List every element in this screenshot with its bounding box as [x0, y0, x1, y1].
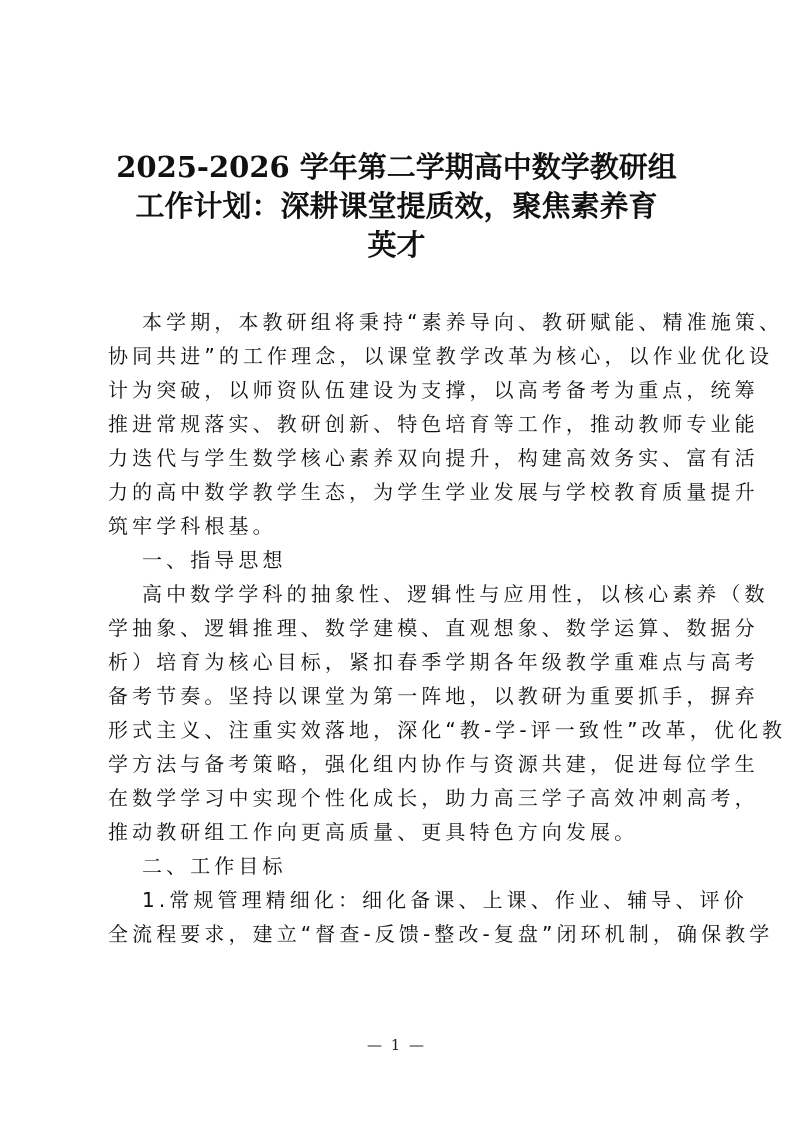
title-line: 2025-2026 学年第二学期高中数学教研组	[116, 150, 677, 184]
document-body	[108, 305, 787, 951]
text-line: 推动教研组工作向更高质量、更具特色方向发展。	[108, 820, 639, 844]
text-line: 力的高中数学教学生态，为学生学业发展与学校教育质量提升	[108, 480, 759, 504]
section-heading-guiding-ideology: 一、指导思想	[142, 548, 287, 572]
text-line: 高中数学学科的抽象性、逻辑性与应用性，以核心素养（数	[142, 582, 769, 606]
text-line: 筑牢学科根基。	[108, 514, 277, 538]
text-line: 全流程要求，建立“督查-反馈-整改-复盘”闭环机制，确保教学	[108, 922, 774, 946]
text-line: 力迭代与学生数学核心素养双向提升，构建高效务实、富有活	[108, 446, 759, 470]
text-line: 学方法与备考策略，强化组内协作与资源共建，促进每位学生	[108, 752, 759, 776]
document-title	[100, 148, 693, 265]
text-line: 备考节奏。坚持以课堂为第一阵地，以教研为重要抓手，摒弃	[108, 684, 759, 708]
page-number: — 1 —	[366, 1036, 427, 1054]
guiding-ideology-paragraph	[108, 577, 787, 849]
text-line: 本学期，本教研组将秉持“素养导向、教研赋能、精准施策、	[142, 310, 784, 334]
text-line: 学抽象、逻辑推理、数学建模、直观想象、数学运算、数据分	[108, 616, 759, 640]
work-goal-item-1	[108, 883, 774, 951]
intro-paragraph	[108, 305, 784, 543]
title-line: 工作计划：深耕课堂提质效，聚焦素养育	[135, 189, 658, 223]
text-line: 推进常规落实、教研创新、特色培育等工作，推动教师专业能	[108, 412, 759, 436]
text-line: 1.常规管理精细化：细化备课、上课、作业、辅导、评价	[142, 888, 748, 912]
section-heading-work-goals: 二、工作目标	[142, 854, 287, 878]
text-line: 形式主义、注重实效落地，深化“教-学-评一致性”改革，优化教	[108, 718, 787, 742]
text-line: 计为突破，以师资队伍建设为支撑，以高考备考为重点，统筹	[108, 378, 759, 402]
text-line: 在数学学习中实现个性化成长，助力高三学子高效冲刺高考，	[108, 786, 759, 810]
title-line: 英才	[367, 228, 426, 262]
text-line: 析）培育为核心目标，紧扣春季学期各年级教学重难点与高考	[108, 650, 759, 674]
text-line: 协同共进”的工作理念，以课堂教学改革为核心，以作业优化设	[108, 344, 774, 368]
